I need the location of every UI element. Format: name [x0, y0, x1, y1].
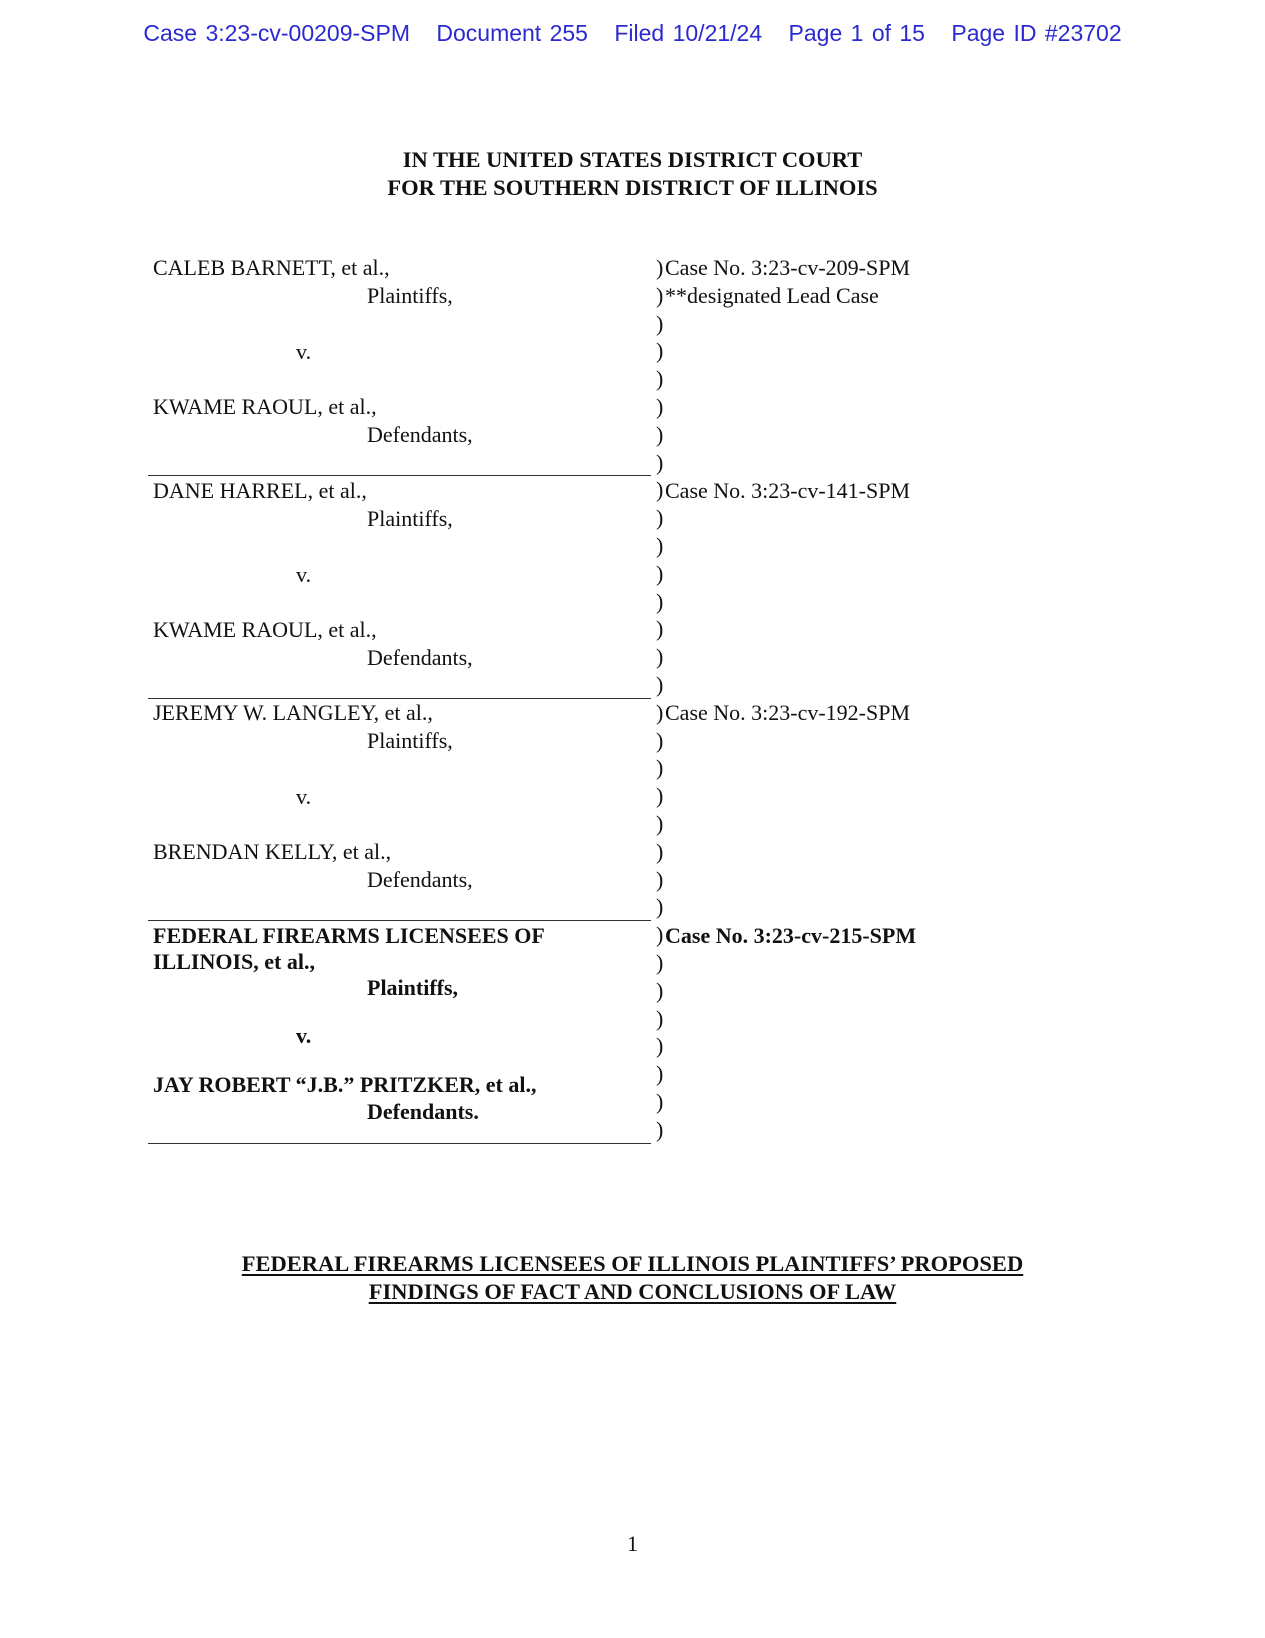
plaintiff-role: Plaintiffs, [367, 728, 453, 753]
caption-parenthesis: ) [656, 1033, 664, 1059]
caption-parenthesis: ) [656, 1089, 664, 1114]
case-block-ffl-illinois [0, 922, 1265, 1145]
caption-parenthesis: ) [656, 672, 664, 697]
defendant-name: KWAME RAOUL, et al., [153, 394, 377, 419]
caption-parenthesis: ) [656, 699, 664, 725]
versus: v. [296, 784, 312, 809]
defendant-name: JAY ROBERT “J.B.” PRITZKER, et al., [153, 1071, 537, 1097]
defendant-role: Defendants. [367, 1098, 479, 1124]
caption-parenthesis: ) [656, 977, 664, 1003]
page-number: 1 [627, 1531, 638, 1556]
caption-parenthesis: ) [656, 588, 664, 614]
case-number: Case No. 3:23-cv-141-SPM [665, 477, 911, 503]
plaintiff-role: Plaintiffs, [367, 505, 453, 531]
caption-parenthesis: ) [656, 338, 664, 364]
court-heading [0, 146, 1265, 202]
caption-parenthesis: ) [656, 505, 664, 531]
caption-parenthesis: ) [656, 310, 664, 336]
caption-parenthesis: ) [656, 282, 664, 308]
stamp-filed-date: Filed 10/21/24 [614, 20, 763, 46]
case-number: Case No. 3:23-cv-209-SPM [665, 255, 911, 280]
court-heading-line2: FOR THE SOUTHERN DISTRICT OF ILLINOIS [387, 175, 878, 200]
caption-parenthesis: ) [656, 1005, 664, 1031]
caption-parenthesis: ) [656, 755, 664, 781]
versus: v. [296, 339, 312, 364]
case-block-barnett [0, 254, 1265, 477]
caption-parenthesis: ) [656, 644, 664, 670]
stamp-page-id: Page ID #23702 [951, 20, 1122, 46]
plaintiff-name: CALEB BARNETT, et al., [153, 255, 390, 280]
caption-parenthesis: ) [656, 727, 664, 753]
caption-parenthesis: ) [656, 560, 664, 586]
case-number: Case No. 3:23-cv-192-SPM [665, 700, 911, 725]
caption-parenthesis: ) [656, 838, 664, 864]
document-title-line1: FEDERAL FIREARMS LICENSEES OF ILLINOIS PLAINTIFFS’ PROPOSED [241, 1251, 1024, 1276]
caption-parenthesis: ) [656, 1061, 664, 1087]
court-heading-line1: IN THE UNITED STATES DISTRICT COURT [402, 147, 863, 172]
case-caption [0, 254, 1265, 1144]
caption-parenthesis: ) [656, 421, 664, 447]
caption-parenthesis: ) [656, 811, 664, 836]
caption-parenthesis: ) [656, 922, 664, 948]
caption-parenthesis: ) [656, 366, 664, 392]
case-number: Case No. 3:23-cv-215-SPM [665, 922, 917, 948]
stamp-document-number: Document 255 [436, 20, 588, 46]
caption-parenthesis: ) [656, 394, 664, 419]
defendant-name: KWAME RAOUL, et al., [153, 616, 377, 642]
plaintiff-name-line1: FEDERAL FIREARMS LICENSEES OF [153, 922, 545, 948]
caption-parenthesis: ) [656, 783, 664, 809]
defendant-name: BRENDAN KELLY, et al., [153, 839, 392, 864]
caption-parenthesis: ) [656, 449, 664, 475]
caption-parenthesis: ) [656, 255, 664, 280]
caption-parenthesis: ) [656, 950, 664, 975]
caption-parenthesis: ) [656, 616, 664, 642]
case-block-harrel [0, 477, 1265, 700]
plaintiff-name: DANE HARREL, et al., [153, 477, 367, 503]
caption-parenthesis: ) [656, 894, 664, 920]
lead-case-note: **designated Lead Case [665, 283, 879, 308]
versus: v. [296, 1022, 312, 1048]
document-title [0, 1250, 1265, 1306]
stamp-page-count: Page 1 of 15 [788, 20, 925, 46]
defendant-role: Defendants, [367, 644, 473, 670]
versus: v. [296, 561, 312, 587]
plaintiff-role: Plaintiffs, [367, 283, 453, 308]
plaintiff-name: JEREMY W. LANGLEY, et al., [153, 700, 433, 725]
case-block-langley [0, 699, 1265, 922]
defendant-role: Defendants, [367, 867, 473, 892]
plaintiff-role: Plaintiffs, [367, 974, 459, 1000]
plaintiff-name-line2: ILLINOIS, et al., [153, 948, 315, 974]
caption-divider [148, 1143, 651, 1144]
caption-parenthesis: ) [656, 477, 664, 503]
caption-parenthesis: ) [656, 866, 664, 892]
defendant-role: Defendants, [367, 422, 473, 447]
caption-parenthesis: ) [656, 533, 664, 558]
document-title-line2: FINDINGS OF FACT AND CONCLUSIONS OF LAW [368, 1279, 897, 1304]
stamp-case-number: Case 3:23-cv-00209-SPM [143, 20, 410, 46]
ecf-header-stamp [0, 20, 1265, 47]
caption-parenthesis: ) [656, 1116, 664, 1142]
